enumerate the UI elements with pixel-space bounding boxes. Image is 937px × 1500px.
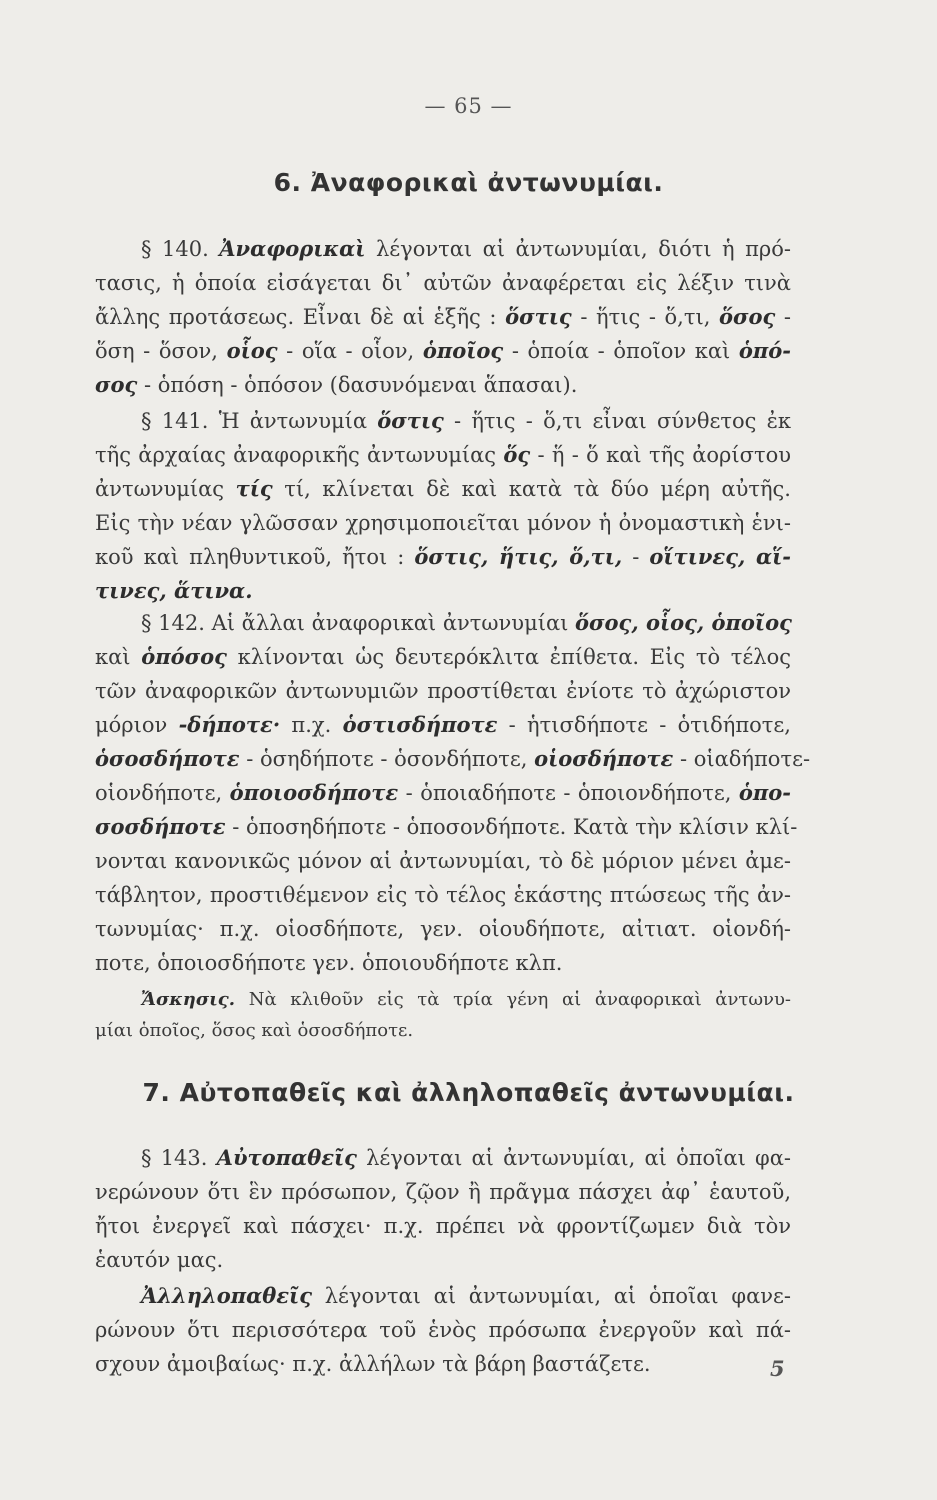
text-line: ὁσοσδήποτε - ὁσηδήποτε - ὁσονδήποτε, οἱοσδήποτε - οἱαδήποτε- bbox=[95, 746, 811, 771]
text-line: τάβλητον, προστιθέμενον εἰς τὸ τέλος ἑκάστης πτώσεως τῆς ἀν- bbox=[95, 883, 791, 907]
text-line: νονται κανονικῶς μόνον αἱ ἀντωνυμίαι, τὸ δὲ μόριον μένει ἀμε- bbox=[95, 849, 791, 873]
section-6-heading: 6. Ἀναφορικαὶ ἀντωνυμίαι. bbox=[273, 168, 664, 197]
exercise-line: Ἄσκησις. Νὰ κλιθοῦν εἰς τὰ τρία γένη αἱ ἀναφορικαὶ ἀντωνυ- bbox=[141, 989, 791, 1010]
text-line: § 140. Ἀναφορικαὶ λέγονται αἱ ἀντωνυμίαι, διότι ἡ πρό- bbox=[141, 236, 792, 261]
text-line: ἀντωνυμίας τίς τί, κλίνεται δὲ καὶ κατὰ τὰ δύο μέρη αὐτῆς. bbox=[95, 476, 791, 501]
text-line: οἱονδήποτε, ὁποιοσδήποτε - ὁποιαδήποτε - ὁποιονδήποτε, ὁπο- bbox=[95, 780, 792, 805]
page-number: — 65 — bbox=[424, 94, 513, 118]
text-line: κοῦ καὶ πληθυντικοῦ, ἤτοι : ὅστις, ἥτις, ὅ,τι, - οἵτινες, αἵ- bbox=[95, 544, 792, 569]
text-line: τινες, ἅτινα. bbox=[95, 578, 253, 603]
text-line: ἤτοι ἐνεργεῖ καὶ πάσχει· π.χ. πρέπει νὰ φροντίζωμεν διὰ τὸν bbox=[95, 1214, 791, 1238]
text-line: § 141. Ἡ ἀντωνυμία ὅστις - ἥτις - ὅ,τι εἶναι σύνθετος ἐκ bbox=[141, 408, 791, 433]
exercise-line: μίαι ὁποῖος, ὅσος καὶ ὁσοσδήποτε. bbox=[95, 1020, 414, 1041]
signature-mark: 5 bbox=[770, 1356, 785, 1381]
text-line: ποτε, ὁποιοσδήποτε γεν. ὁποιουδήποτε κλπ. bbox=[95, 951, 563, 975]
text-line: ἑαυτόν μας. bbox=[95, 1248, 224, 1272]
text-line: σος - ὁπόση - ὁπόσον (δασυνόμεναι ἅπασαι). bbox=[95, 372, 578, 397]
text-line: τῶν ἀναφορικῶν ἀντωνυμιῶν προστίθεται ἐνίοτε τὸ ἀχώριστον bbox=[95, 679, 791, 703]
text-line: μόριον -δήποτε· π.χ. ὁστισδήποτε - ἡτισδήποτε - ὁτιδήποτε, bbox=[95, 712, 791, 737]
text-line: § 142. Αἱ ἄλλαι ἀναφορικαὶ ἀντωνυμίαι ὅσος, οἷος, ὁποῖος bbox=[141, 610, 792, 635]
section-7-heading: 7. Αὐτοπαθεῖς καὶ ἀλληλοπαθεῖς ἀντωνυμίαι. bbox=[142, 1078, 795, 1107]
text-line: καὶ ὁπόσος κλίνονται ὡς δευτερόκλιτα ἐπίθετα. Εἰς τὸ τέλος bbox=[95, 644, 792, 669]
text-line: σοσδήποτε - ὁποσηδήποτε - ὁποσονδήποτε. Κατὰ τὴν κλίσιν κλί- bbox=[95, 814, 798, 839]
text-line: τῆς ἀρχαίας ἀναφορικῆς ἀντωνυμίας ὅς - ἥ - ὅ καὶ τῆς ἀορίστου bbox=[95, 442, 791, 467]
text-line: Εἰς τὴν νέαν γλῶσσαν χρησιμοποιεῖται μόνον ἡ ὀνομαστικὴ ἑνι- bbox=[95, 511, 791, 535]
text-line: τωνυμίας· π.χ. οἱοσδήποτε, γεν. οἱουδήποτε, αἰτιατ. οἱονδή- bbox=[95, 917, 791, 941]
text-line: § 143. Αὐτοπαθεῖς λέγονται αἱ ἀντωνυμίαι, αἱ ὁποῖαι φα- bbox=[141, 1145, 792, 1170]
text-line: Ἀλληλοπαθεῖς λέγονται αἱ ἀντωνυμίαι, αἱ ὁποῖαι φανε- bbox=[141, 1283, 791, 1308]
text-line: νερώνουν ὅτι ἓν πρόσωπον, ζῷον ἢ πρᾶγμα πάσχει ἀφ᾿ ἑαυτοῦ, bbox=[95, 1180, 791, 1204]
text-line: σχουν ἀμοιβαίως· π.χ. ἀλλήλων τὰ βάρη βαστάζετε. bbox=[95, 1352, 651, 1376]
text-line: ἄλλης προτάσεως. Εἶναι δὲ αἱ ἑξῆς : ὅστις - ἥτις - ὅ,τι, ὅσος - bbox=[95, 304, 792, 329]
text-line: ὅση - ὅσον, οἷος - οἵα - οἷον, ὁποῖος - ὁποία - ὁποῖον καὶ ὁπό- bbox=[95, 338, 791, 363]
text-line: ρώνουν ὅτι περισσότερα τοῦ ἑνὸς πρόσωπα ἐνεργοῦν καὶ πά- bbox=[95, 1318, 791, 1342]
text-line: τασις, ἡ ὁποία εἰσάγεται δι᾿ αὐτῶν ἀναφέρεται εἰς λέξιν τινὰ bbox=[95, 271, 791, 295]
